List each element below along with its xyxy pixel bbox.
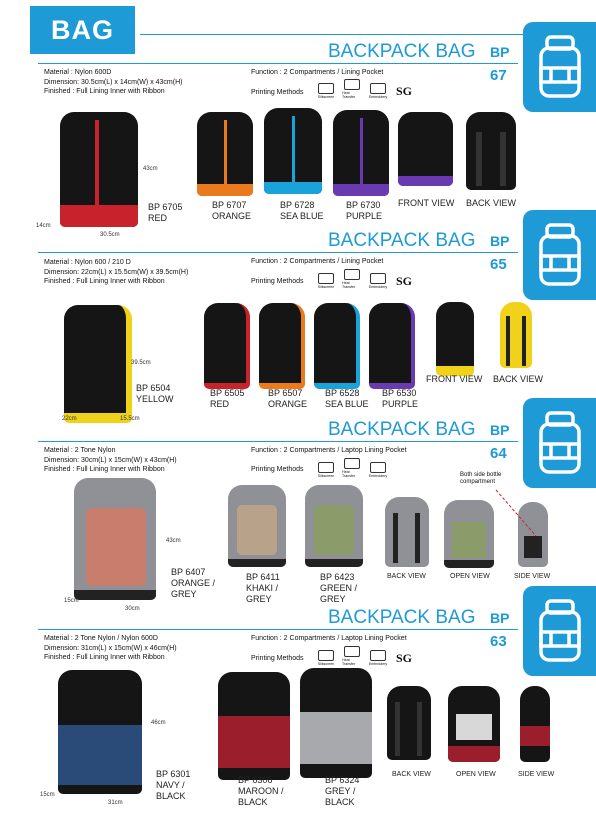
product-label: BP 6728 SEA BLUE (280, 200, 324, 221)
view-label: BACK VIEW (493, 374, 544, 384)
product-label: BP 6411 KHAKI / GREY (246, 572, 280, 604)
product-image-bp6301 (58, 670, 142, 794)
embroidery-icon: Embroidery (368, 83, 388, 99)
spec-block (44, 446, 177, 475)
product-image-side-view (520, 686, 550, 762)
product-label: BP 6324 GREY / BLACK (325, 775, 360, 807)
embroidery-icon: Embroidery (368, 462, 388, 478)
product-image-back-view (385, 497, 429, 567)
backpack-icon (537, 410, 583, 476)
callout-arrow (492, 486, 552, 546)
dim-depth: 15.5cm (120, 416, 140, 422)
spec-finished: Finished : Full Lining Inner with Ribbon (44, 278, 165, 285)
section-title: BACKPACK BAG (328, 607, 476, 628)
heat-transfer-icon: Heat Transfer (342, 646, 362, 666)
product-image-front-view (436, 302, 474, 376)
product-image-bp6505 (204, 303, 250, 389)
spec-dimension: Dimension: 31cm(L) x 15cm(W) x 46cm(H) (44, 644, 177, 652)
series-prefix: BP (490, 422, 510, 438)
spec-dimension: Dimension: 22cm(L) x 15.5cm(W) x 39.5cm(H) (44, 268, 189, 276)
printing-methods-icons (316, 458, 388, 478)
printing-methods-icons (316, 646, 412, 666)
spec-block (44, 68, 182, 97)
product-label-main: BP 6705 RED (148, 202, 183, 223)
sg-logo: SG (396, 651, 413, 665)
feature-note: Both side bottle compartment (460, 472, 502, 485)
spec-function: Function : 2 Compartments / Laptop Lining Pocket (251, 635, 407, 642)
backpack-icon-tab (523, 586, 596, 676)
product-label: BP 6423 GREEN / GREY (320, 572, 358, 604)
silkscreen-icon: Silkscreen (316, 273, 336, 289)
series-prefix: BP (490, 44, 510, 60)
spec-block (44, 634, 177, 663)
product-label-main: BP 6407 ORANGE / GREY (171, 567, 216, 599)
silkscreen-icon: Silkscreen (316, 462, 336, 478)
view-label: BACK VIEW (466, 198, 517, 208)
sg-logo: SG (396, 274, 413, 288)
spec-function: Function : 2 Compartments / Lining Pocket (251, 69, 384, 76)
spec-finished: Finished : Full Lining Inner with Ribbon (44, 654, 165, 661)
series-number: 63 (490, 633, 507, 650)
section-title: BACKPACK BAG (328, 230, 476, 251)
product-image-open-view (448, 686, 500, 762)
product-image-bp6705 (60, 112, 138, 227)
product-image-open-view (444, 500, 494, 568)
dim-depth: 15cm (40, 792, 55, 798)
view-label: FRONT VIEW (398, 198, 455, 208)
dim-height: 39.5cm (131, 360, 151, 366)
product-label: BP 6505 RED (210, 388, 245, 409)
printing-methods-label: Printing Methods (251, 655, 304, 662)
backpack-icon-tab (523, 22, 596, 112)
printing-methods-icons (316, 79, 412, 99)
product-label: BP 6730 PURPLE (346, 200, 383, 221)
section-title: BACKPACK BAG (328, 419, 476, 440)
section-divider (38, 252, 518, 253)
product-label-main: BP 6504 YELLOW (136, 383, 174, 404)
category-tab: BAG (30, 6, 135, 54)
printing-methods-label: Printing Methods (251, 278, 304, 285)
embroidery-icon: Embroidery (368, 650, 388, 666)
product-label: BP 6530 PURPLE (382, 388, 419, 409)
spec-material: Material : Nylon 600 / 210 D (44, 259, 131, 266)
product-image-bp6411 (228, 485, 286, 567)
view-label: SIDE VIEW (518, 771, 555, 778)
spec-function: Function : 2 Compartments / Laptop Lining Pocket (251, 447, 407, 454)
backpack-icon (537, 34, 583, 100)
sg-logo: SG (396, 84, 413, 98)
product-image-bp6306 (218, 672, 290, 780)
spec-dimension: Dimension: 30.5cm(L) x 14cm(W) x 43cm(H) (44, 78, 183, 86)
product-image-bp6423 (305, 485, 363, 567)
dim-width: 31cm (108, 800, 123, 806)
product-image-front-view (398, 112, 453, 186)
product-image-bp6707 (197, 112, 253, 196)
spec-material: Material : Nylon 600D (44, 69, 112, 76)
printing-methods-label: Printing Methods (251, 89, 304, 96)
spec-finished: Finished : Full Lining Inner with Ribbon (44, 466, 165, 473)
product-image-bp6324 (300, 668, 372, 778)
product-image-back-view (500, 302, 532, 368)
backpack-icon (537, 598, 583, 664)
dim-width: 30cm (125, 606, 140, 612)
silkscreen-icon: Silkscreen (316, 83, 336, 99)
dim-depth: 14cm (36, 223, 51, 229)
product-image-back-view (387, 686, 431, 760)
printing-methods-label: Printing Methods (251, 466, 304, 473)
spec-finished: Finished : Full Lining Inner with Ribbon (44, 88, 165, 95)
section-divider (38, 629, 518, 630)
dim-height: 43cm (143, 166, 158, 172)
view-label: BACK VIEW (392, 771, 431, 778)
view-label: OPEN VIEW (456, 771, 496, 778)
dim-width: 22cm (62, 416, 77, 422)
product-label: BP 6306 MAROON / BLACK (238, 775, 284, 807)
series-number: 67 (490, 67, 507, 84)
product-image-bp6407 (74, 478, 156, 600)
embroidery-icon: Embroidery (368, 273, 388, 289)
product-image-bp6728 (264, 108, 322, 194)
product-image-bp6507 (259, 303, 305, 389)
spec-dimension: Dimension: 30cm(L) x 15cm(W) x 43cm(H) (44, 456, 177, 464)
section-title: BACKPACK BAG (328, 41, 476, 62)
series-prefix: BP (490, 233, 510, 249)
header-divider (140, 34, 560, 35)
product-image-bp6504 (64, 305, 132, 423)
heat-transfer-icon: Heat Transfer (342, 79, 362, 99)
product-image-bp6730 (333, 110, 389, 196)
product-label-main: BP 6301 NAVY / BLACK (156, 769, 191, 801)
spec-function: Function : 2 Compartments / Lining Pocket (251, 258, 384, 265)
backpack-icon (537, 222, 583, 288)
section-divider (38, 63, 518, 64)
printing-methods-icons (316, 269, 412, 289)
dim-height: 43cm (166, 538, 181, 544)
product-label: BP 6507 ORANGE (268, 388, 308, 409)
backpack-icon-tab (523, 398, 596, 488)
heat-transfer-icon: Heat Transfer (342, 269, 362, 289)
view-label: BACK VIEW (387, 573, 426, 580)
series-number: 64 (490, 445, 507, 462)
series-number: 65 (490, 256, 507, 273)
product-image-bp6530 (369, 303, 415, 389)
heat-transfer-icon: Heat Transfer (342, 458, 362, 478)
spec-material: Material : 2 Tone Nylon (44, 447, 116, 454)
backpack-icon-tab (523, 210, 596, 300)
dim-height: 46cm (151, 720, 166, 726)
view-label: FRONT VIEW (426, 374, 483, 384)
spec-material: Material : 2 Tone Nylon / Nylon 600D (44, 635, 158, 642)
product-image-bp6528 (314, 303, 360, 389)
series-prefix: BP (490, 610, 510, 626)
silkscreen-icon: Silkscreen (316, 650, 336, 666)
product-label: BP 6707 ORANGE (212, 200, 252, 221)
dim-depth: 15cm (64, 598, 79, 604)
view-label: OPEN VIEW (450, 573, 490, 580)
product-label: BP 6528 SEA BLUE (325, 388, 369, 409)
view-label: SIDE VIEW (514, 573, 551, 580)
section-divider (38, 441, 518, 442)
dim-width: 30.5cm (100, 232, 120, 238)
product-image-back-view (466, 112, 516, 190)
spec-block (44, 258, 188, 287)
